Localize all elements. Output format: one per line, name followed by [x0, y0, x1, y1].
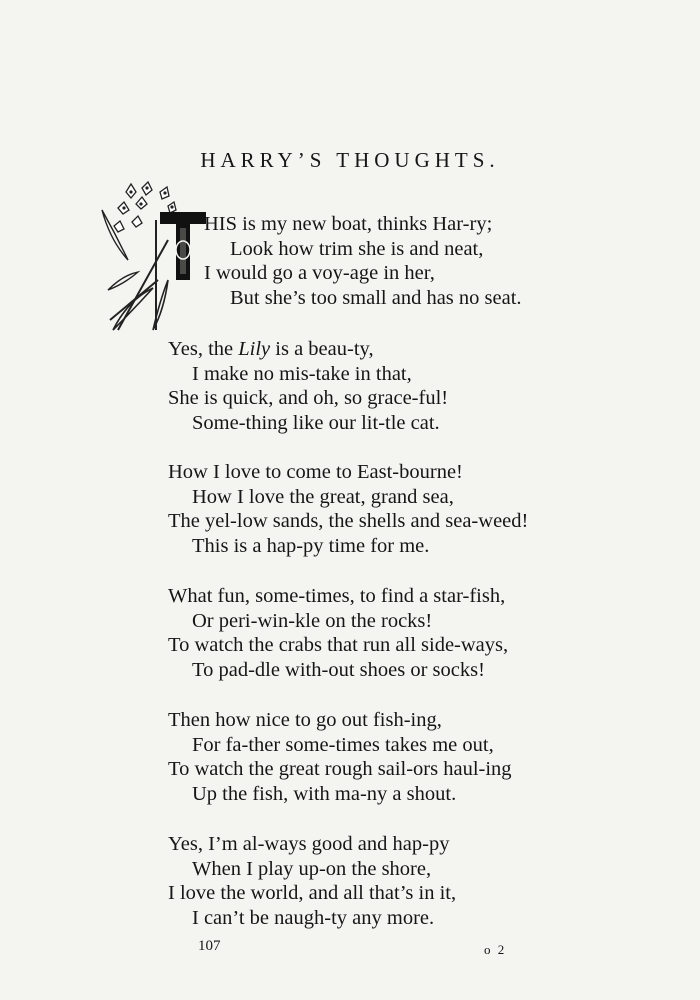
poem-line: Look how trim she is and neat,: [230, 237, 484, 260]
poem-line: What fun, some-times, to find a star-fish,: [168, 585, 506, 607]
page-number: 107: [198, 938, 221, 954]
poem-title: HARRY’S THOUGHTS.: [200, 148, 500, 172]
poem-line: I can’t be naugh-ty any more.: [192, 906, 435, 929]
poem-line: How I love the great, grand sea,: [192, 485, 454, 508]
dropcap-letter: T: [98, 180, 99, 181]
poem-line: To pad-dle with-out shoes or socks!: [192, 658, 485, 681]
signature-mark: o 2: [484, 942, 507, 957]
poem-line: For fa-ther some-times takes me out,: [192, 733, 494, 756]
poem-line: Up the fish, with ma-ny a shout.: [192, 782, 457, 805]
poem-line: How I love to come to East-bourne!: [168, 461, 463, 483]
poem-line: [168, 337, 668, 362]
poem-line: The yel-low sands, the shells and sea-weed!: [168, 510, 529, 532]
stanza-6: [168, 832, 668, 930]
poem-line-part: is a beau-ty,: [270, 338, 374, 360]
poem-line: I make no mis-take in that,: [192, 362, 412, 385]
poem-line: HIS is my new boat, thinks Har-ry;: [204, 213, 493, 235]
stanza-5: [168, 708, 668, 806]
poem-line: I would go a voy-age in her,: [204, 262, 435, 284]
poem-line-part: Yes, the: [168, 338, 239, 360]
poem-line: I love the world, and all that’s in it,: [168, 882, 457, 904]
stanza-4: [168, 584, 668, 682]
poem-line: Yes, I’m al-ways good and hap-py: [168, 833, 450, 855]
stanza-1: [168, 212, 668, 310]
poem-line: Then how nice to go out fish-ing,: [168, 709, 442, 731]
poem-line: To watch the great rough sail-ors haul-ing: [168, 758, 512, 780]
poem-line: To watch the crabs that run all side-ways,: [168, 634, 509, 656]
stanza-2: [168, 337, 668, 435]
stanza-3: [168, 460, 668, 558]
boat-name: Lily: [238, 338, 271, 360]
poem-line: Some-thing like our lit-tle cat.: [192, 411, 440, 434]
poem-line: When I play up-on the shore,: [192, 857, 432, 880]
poem-line: This is a hap-py time for me.: [192, 534, 430, 557]
poem-line: Or peri-win-kle on the rocks!: [192, 609, 433, 632]
poem-line: She is quick, and oh, so grace-ful!: [168, 387, 449, 409]
poem-line: But she’s too small and has no seat.: [230, 286, 522, 309]
